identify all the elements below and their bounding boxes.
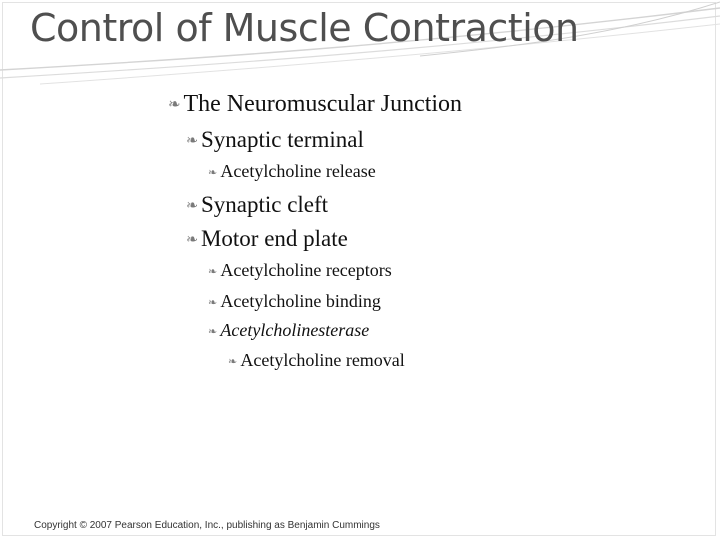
leaf-bullet-icon: ❧	[208, 325, 218, 338]
bullet-item-synaptic-terminal: ❧ Synaptic terminal	[186, 127, 364, 152]
leaf-bullet-icon: ❧	[186, 133, 198, 150]
bullet-item-acetylcholine-binding: ❧ Acetylcholine binding	[208, 291, 381, 311]
bullet-item-synaptic-cleft: ❧ Synaptic cleft	[186, 192, 329, 217]
bullet-item-neuromuscular-junction: ❧ The Neuromuscular Junction	[168, 91, 463, 117]
leaf-bullet-icon: ❧	[208, 296, 218, 309]
copyright-notice: Copyright © 2007 Pearson Education, Inc., publishing as Benjamin Cummings	[34, 520, 380, 531]
slide-title: Control of Muscle Contraction	[30, 6, 579, 50]
leaf-bullet-icon: ❧	[186, 232, 198, 249]
leaf-bullet-icon: ❧	[168, 97, 181, 114]
bullet-item-acetylcholine-receptors: ❧ Acetylcholine receptors	[208, 260, 392, 280]
leaf-bullet-icon: ❧	[228, 355, 238, 368]
leaf-bullet-icon: ❧	[186, 198, 198, 215]
bullet-item-motor-end-plate: ❧ Motor end plate	[186, 226, 348, 251]
bullet-item-acetylcholine-removal: ❧ Acetylcholine removal	[228, 350, 405, 370]
bullet-item-acetylcholine-release: ❧ Acetylcholine release	[208, 161, 376, 181]
leaf-bullet-icon: ❧	[208, 265, 218, 278]
bullet-item-acetylcholinesterase: ❧ Acetylcholinesterase	[208, 320, 370, 340]
leaf-bullet-icon: ❧	[208, 166, 218, 179]
